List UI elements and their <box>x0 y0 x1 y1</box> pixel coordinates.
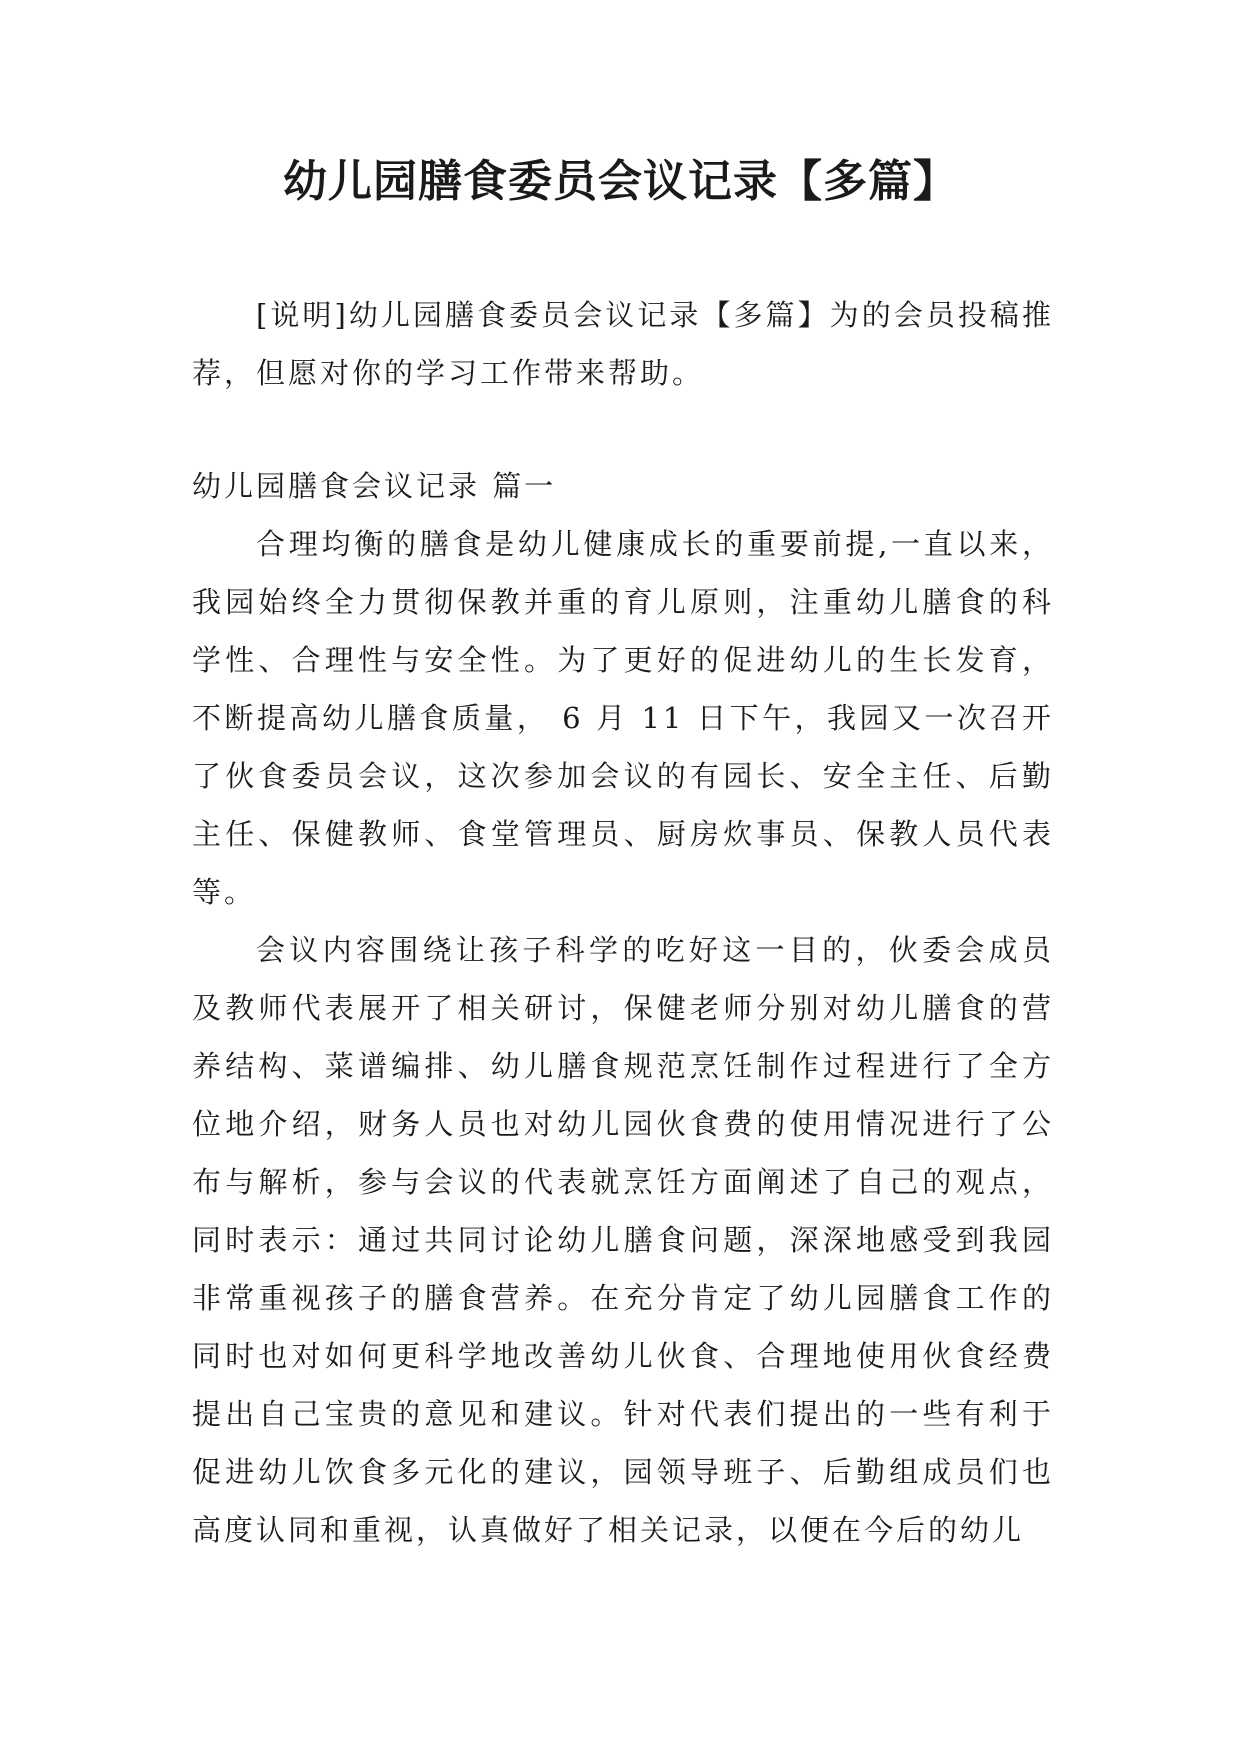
paragraph-2: 会议内容围绕让孩子科学的吃好这一目的，伙委会成员及教师代表展开了相关研讨，保健老师分别对幼儿膳食的营养结构、菜谱编排、幼儿膳食规范烹饪制作过程进行了全方位地介绍，财务人员也对幼儿园伙食费的使用情况进行了公布与解析，参与会议的代表就烹饪方面阐述了自己的观点，同时表示：通过共同讨论幼儿膳食问题，深深地感受到我园非常重视孩子的膳食营养。在充分肯定了幼儿园膳食工作的同时也对如何更科学地改善幼儿伙食、合理地使用伙食经费提出自己宝贵的意见和建议。针对代表们提出的一些有利于促进幼儿饮食多元化的建议，园领导班子、后勤组成员们也高度认同和重视，认真做好了相关记录，以便在今后的幼儿 <box>192 933 1054 1547</box>
intro-note: [说明]幼儿园膳食委员会议记录【多篇】为的会员投稿推荐，但愿对你的学习工作带来帮助。 <box>192 298 1054 390</box>
document-title: 幼儿园膳食委员会议记录【多篇】 <box>283 156 958 207</box>
section-heading: 幼儿园膳食会议记录 篇一 <box>192 469 557 503</box>
paragraph-1: 合理均衡的膳食是幼儿健康成长的重要前提,一直以来，我园始终全力贯彻保教并重的育儿原则，注重幼儿膳食的科学性、合理性与安全性。为了更好的促进幼儿的生长发育，不断提高幼儿膳食质量， 6 月 11 日下午，我园又一次召开了伙食委员会议，这次参加会议的有园长、安全主任、后勤主任、保健教师、食堂管理员、厨房炊事员、保教人员代表等。 <box>192 527 1054 909</box>
